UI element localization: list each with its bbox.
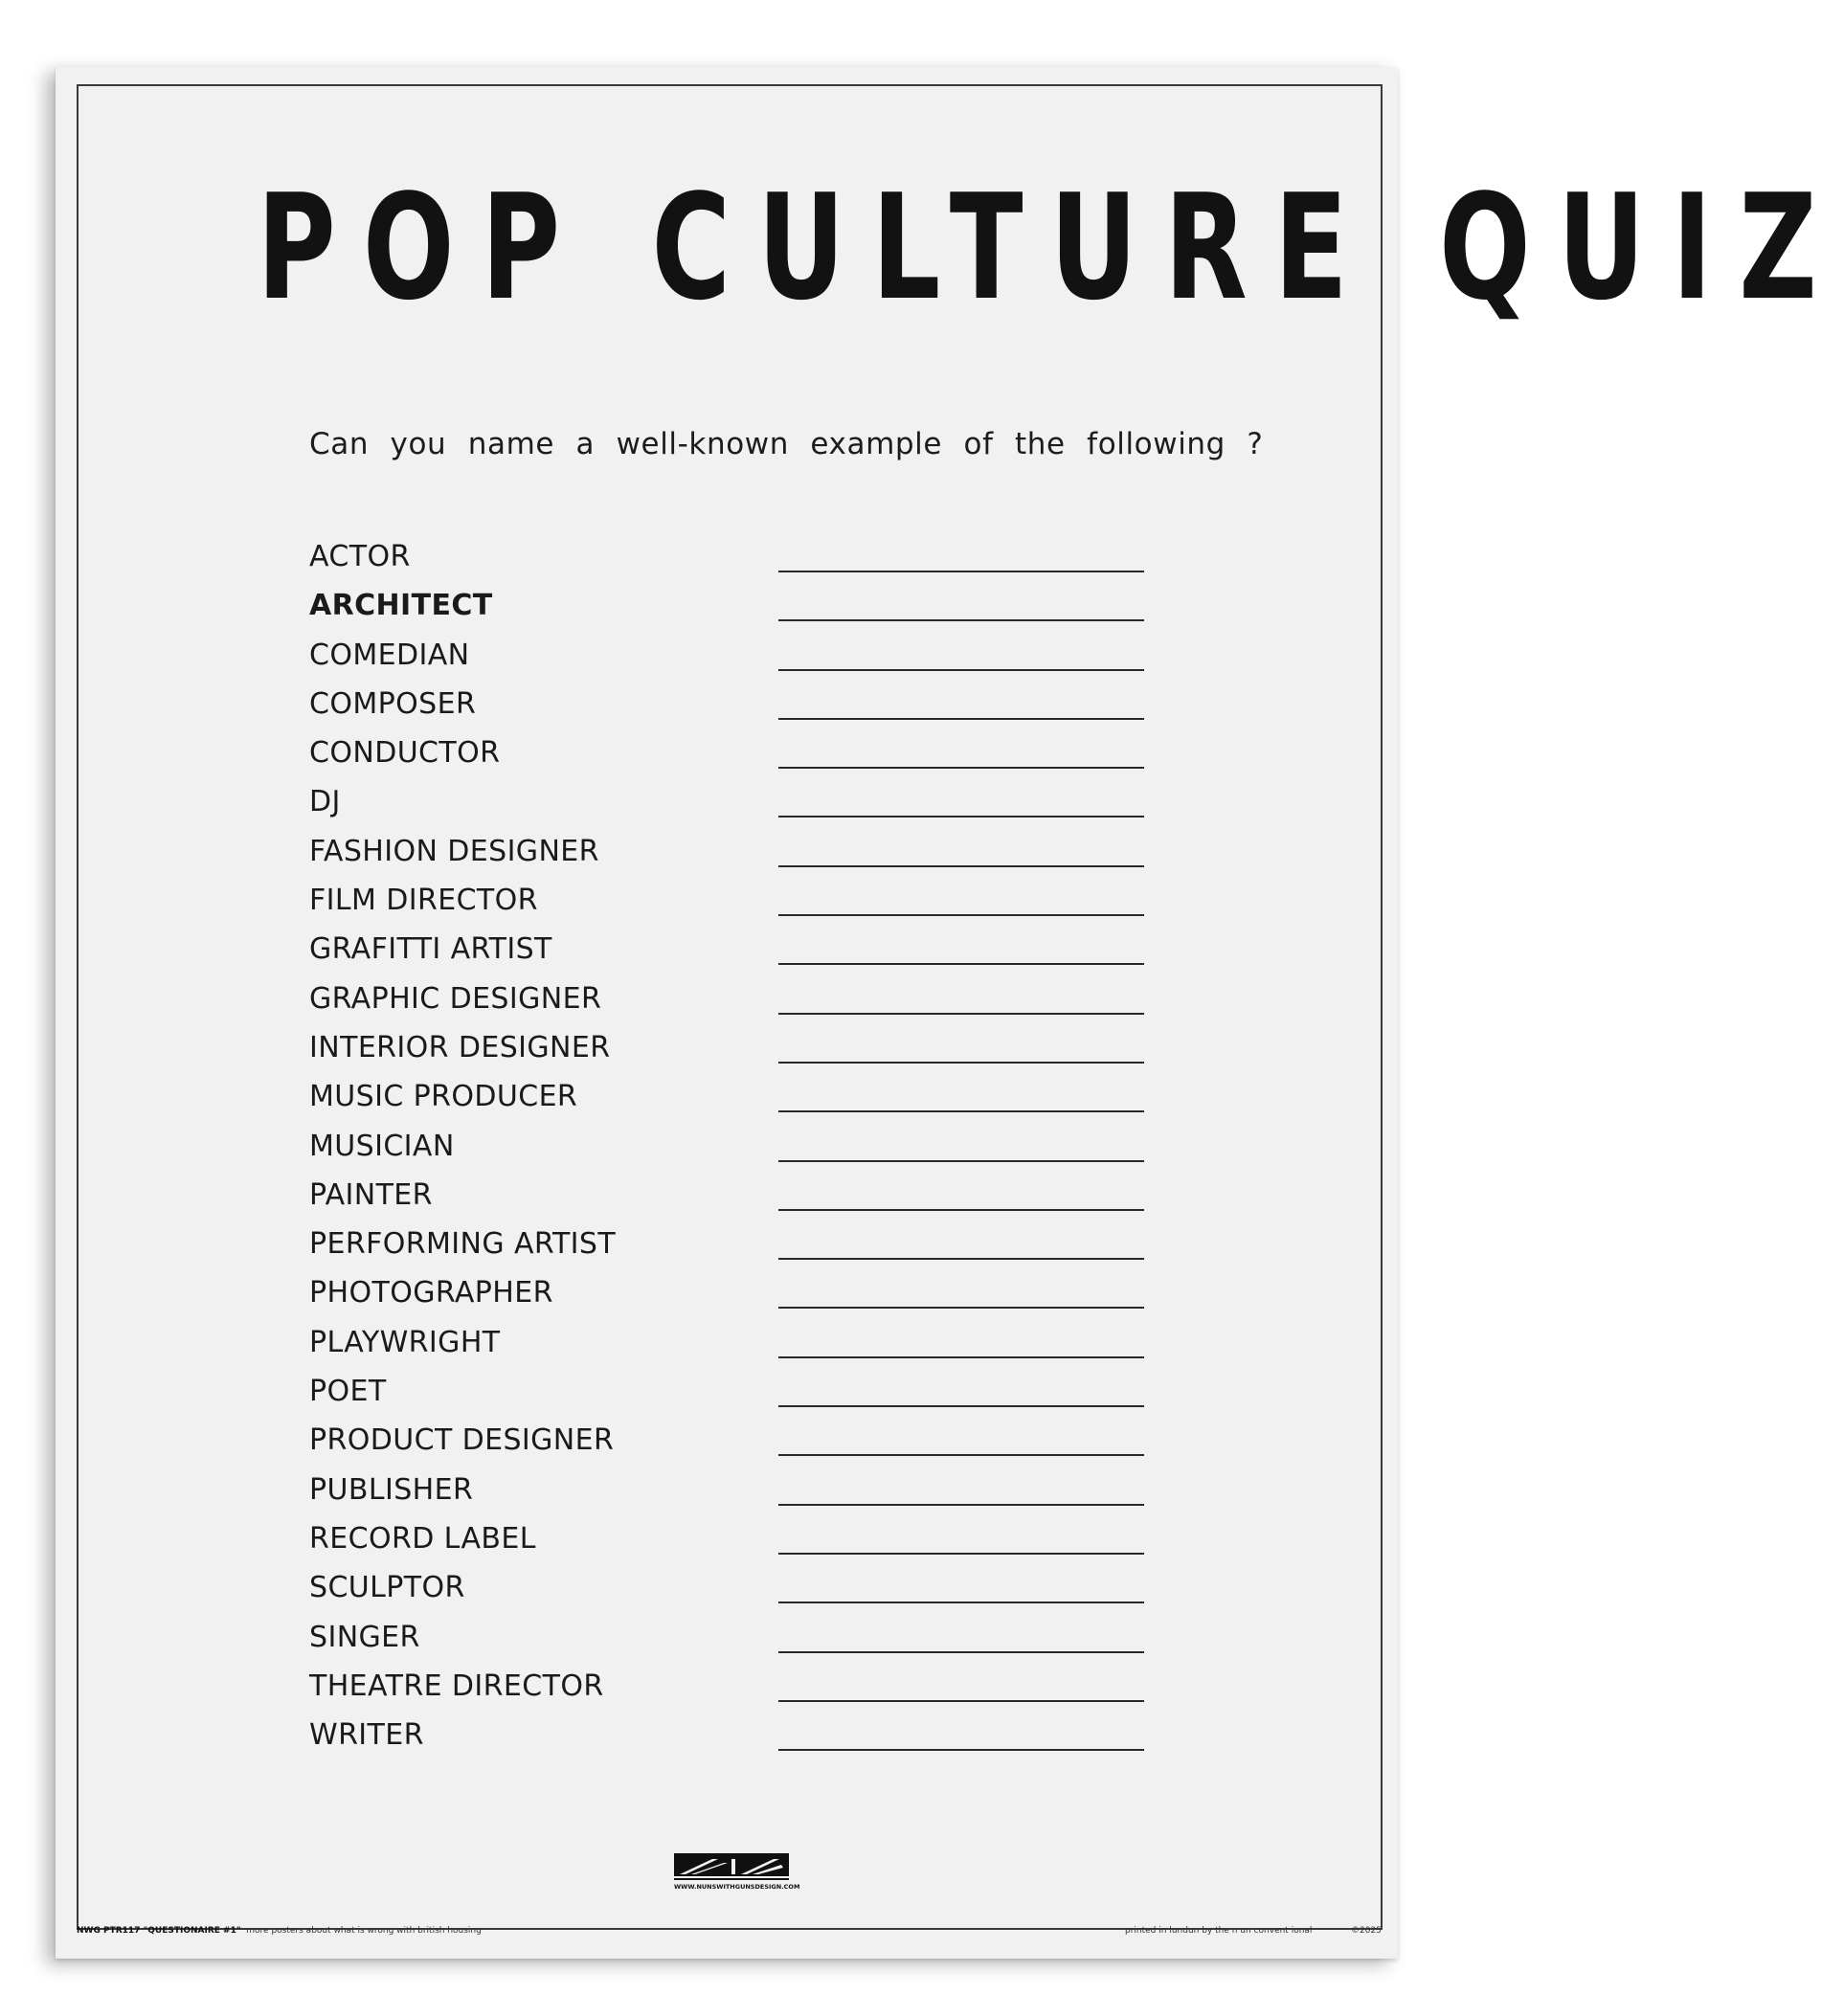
answer-line[interactable]: [778, 816, 1144, 818]
quiz-row: [309, 1669, 1152, 1718]
quiz-item-label: INTERIOR DESIGNER: [309, 1030, 611, 1064]
quiz-item-label: PERFORMING ARTIST: [309, 1227, 617, 1262]
brand-logo: [674, 1853, 800, 1891]
quiz-item-label: MUSICIAN: [309, 1129, 455, 1163]
answer-line[interactable]: [778, 571, 1144, 572]
answer-line[interactable]: [778, 1504, 1144, 1506]
quiz-row: [309, 736, 1152, 785]
answer-line[interactable]: [778, 1160, 1144, 1162]
answer-line[interactable]: [778, 1013, 1144, 1015]
answer-line[interactable]: [778, 718, 1144, 720]
quiz-item-label: FASHION DESIGNER: [309, 834, 599, 868]
quiz-item-label: MUSIC PRODUCER: [309, 1080, 578, 1114]
quiz-item-label: FILM DIRECTOR: [309, 884, 538, 918]
quiz-row: [309, 1621, 1152, 1669]
quiz-instructions: Can you name a well-known example of the following ?: [309, 427, 1264, 461]
quiz-item-label: WRITER: [309, 1718, 424, 1753]
quiz-item-label: GRAPHIC DESIGNER: [309, 981, 602, 1016]
quiz-row: [309, 1227, 1152, 1276]
answer-line[interactable]: [778, 1700, 1144, 1702]
quiz-row: [309, 932, 1152, 981]
answer-line[interactable]: [778, 1454, 1144, 1456]
quiz-row: [309, 1326, 1152, 1375]
quiz-item-label: PUBLISHER: [309, 1472, 474, 1507]
quiz-row: [309, 687, 1152, 736]
quiz-item-label: PRODUCT DESIGNER: [309, 1423, 615, 1458]
quiz-row: [309, 540, 1152, 589]
answer-line[interactable]: [778, 767, 1144, 769]
answer-line[interactable]: [778, 1062, 1144, 1064]
answer-line[interactable]: [778, 1307, 1144, 1309]
quiz-item-label: ARCHITECT: [309, 589, 493, 623]
page-title: POP CULTURE QUIZ: [257, 163, 1844, 332]
quiz-row: [309, 1031, 1152, 1080]
answer-line[interactable]: [778, 1258, 1144, 1260]
quiz-item-label: THEATRE DIRECTOR: [309, 1669, 604, 1703]
logo-url: WWW.NUNSWITHGUNSDESIGN.COM: [674, 1883, 800, 1891]
quiz-item-label: PAINTER: [309, 1177, 433, 1212]
quiz-row: [309, 1718, 1152, 1767]
quiz-item-label: PHOTOGRAPHER: [309, 1276, 553, 1310]
quiz-row: [309, 982, 1152, 1031]
quiz-item-label: PLAYWRIGHT: [309, 1325, 501, 1359]
quiz-row: [309, 884, 1152, 932]
poster: [56, 67, 1844, 1959]
footer-code-label: NWG PTR117 "QUESTIONAIRE #1": [77, 1926, 241, 1936]
answer-line[interactable]: [778, 1553, 1144, 1555]
quiz-item-label: GRAFITTI ARTIST: [309, 932, 552, 967]
quiz-row: [309, 1080, 1152, 1129]
answer-line[interactable]: [778, 1602, 1144, 1603]
quiz-row: [309, 1522, 1152, 1571]
quiz-item-label: POET: [309, 1375, 387, 1409]
answer-line[interactable]: [778, 1749, 1144, 1751]
quiz-item-label: SCULPTOR: [309, 1571, 465, 1605]
answer-line[interactable]: [778, 1651, 1144, 1653]
answer-line[interactable]: [778, 963, 1144, 965]
quiz-row: [309, 835, 1152, 884]
answer-line[interactable]: [778, 1356, 1144, 1358]
quiz-item-label: SINGER: [309, 1620, 420, 1654]
quiz-item-label: ACTOR: [309, 540, 411, 573]
answer-line[interactable]: [778, 914, 1144, 916]
quiz-row: [309, 1178, 1152, 1227]
quiz-row: [309, 1276, 1152, 1325]
quiz-list: [309, 540, 1152, 1767]
quiz-row: [309, 1571, 1152, 1620]
answer-line[interactable]: [778, 619, 1144, 621]
quiz-row: [309, 1375, 1152, 1423]
answer-line[interactable]: [778, 1110, 1144, 1112]
quiz-item-label: CONDUCTOR: [309, 736, 501, 771]
quiz-row: [309, 1423, 1152, 1472]
quiz-row: [309, 638, 1152, 687]
quiz-item-label: COMPOSER: [309, 686, 477, 721]
quiz-row: [309, 785, 1152, 834]
answer-line[interactable]: [778, 865, 1144, 867]
footer-code: [77, 1926, 482, 1936]
quiz-item-label: RECORD LABEL: [309, 1521, 536, 1556]
quiz-row: [309, 1473, 1152, 1522]
answer-line[interactable]: [778, 1405, 1144, 1407]
answer-line[interactable]: [778, 1209, 1144, 1211]
quiz-item-label: DJ: [309, 785, 341, 819]
answer-line[interactable]: [778, 669, 1144, 671]
nwg-logo-icon: [674, 1853, 789, 1880]
quiz-row: [309, 1130, 1152, 1178]
footer-printed: printed in lundun by the n un convent ional: [1125, 1926, 1313, 1936]
quiz-row: [309, 589, 1152, 638]
quiz-item-label: COMEDIAN: [309, 638, 470, 672]
footer-tagline: more posters about what is wrong with british housing: [246, 1926, 482, 1936]
footer-copyright: ©2025: [1351, 1926, 1382, 1936]
